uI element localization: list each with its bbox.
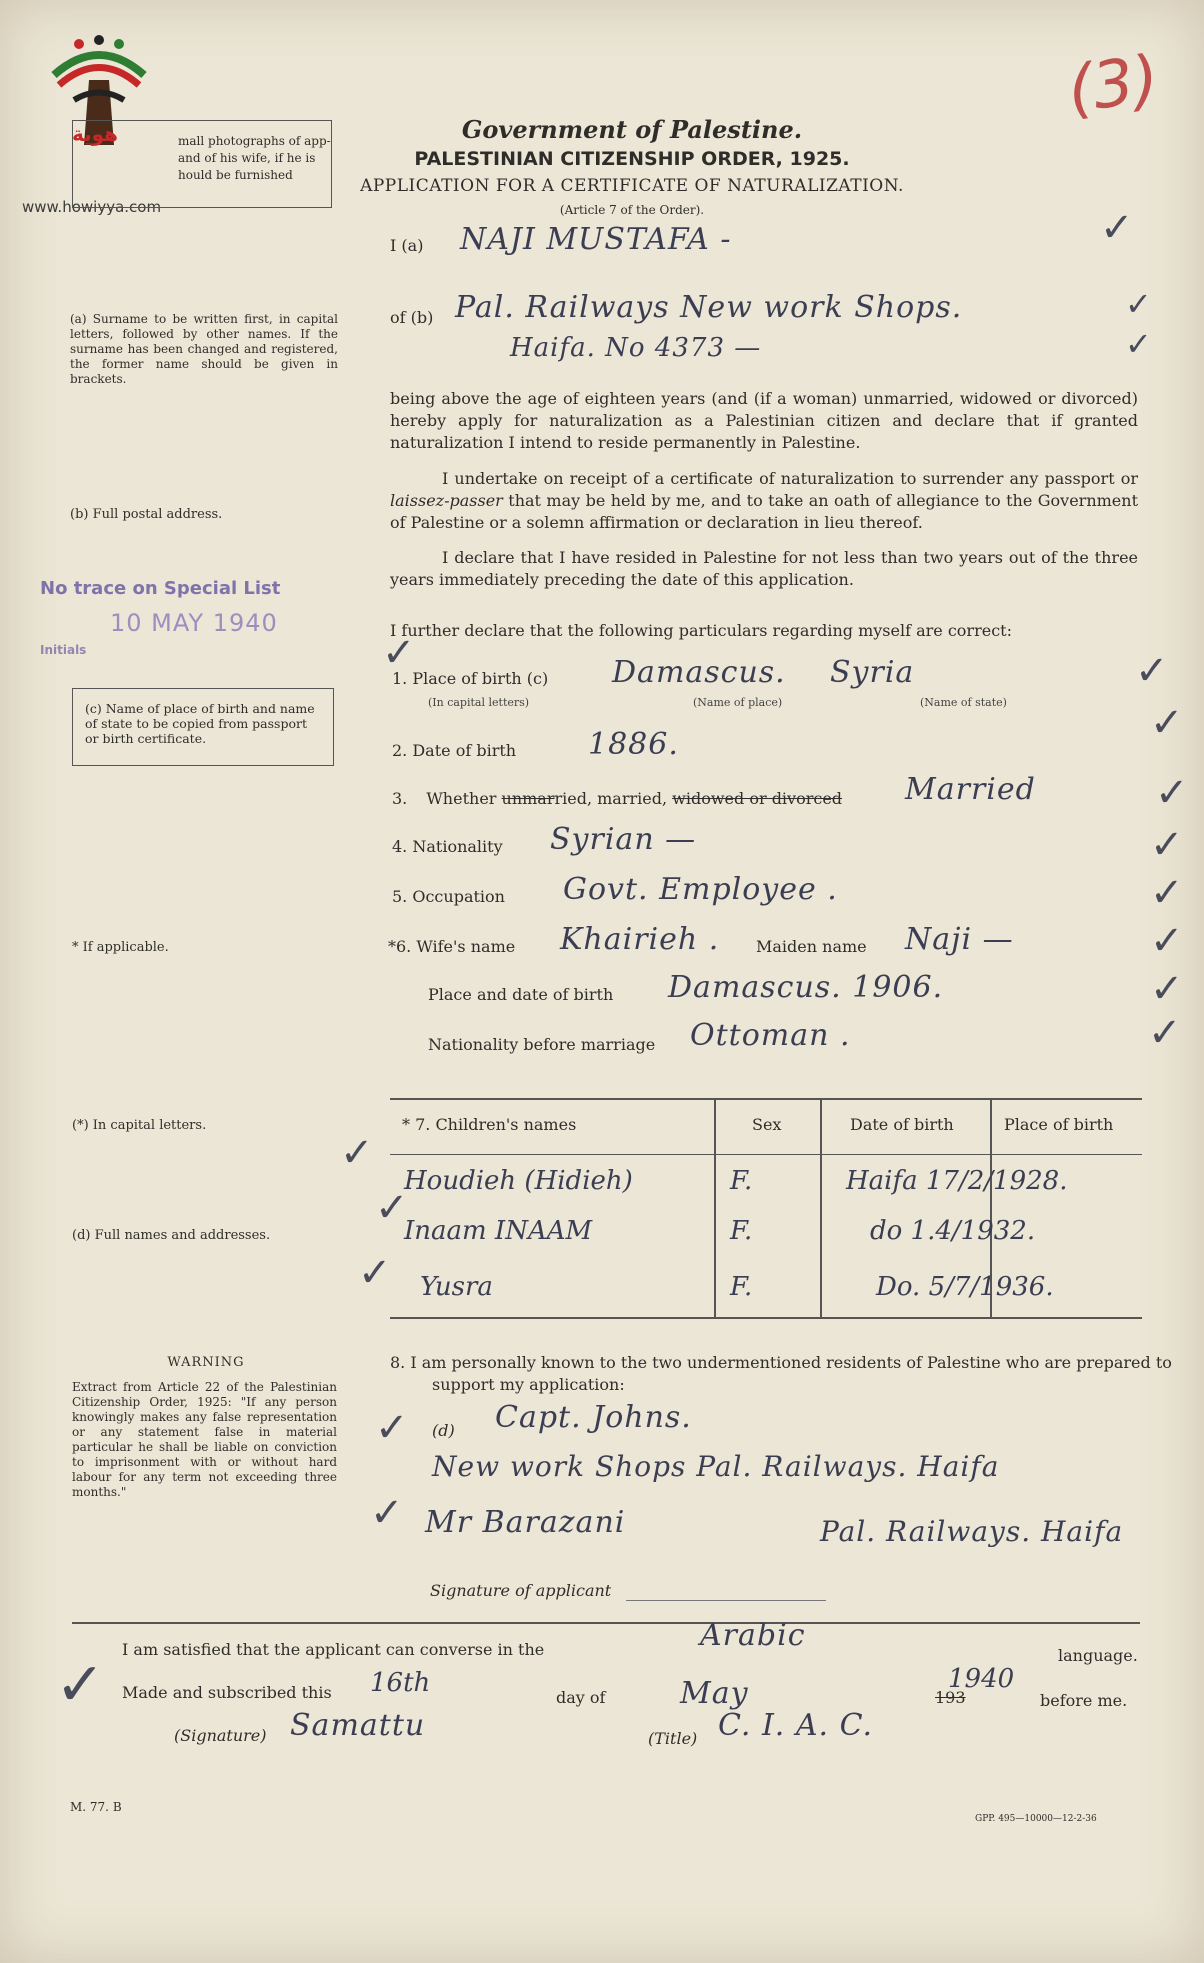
day-of-label: day of — [556, 1688, 606, 1707]
check-mark-icon: ✓ — [1148, 1010, 1182, 1056]
signature-label: Signature of applicant — [430, 1581, 612, 1600]
label-surname: I (a) — [390, 236, 424, 255]
note-surname: (a) Surname to be written first, in capital letters, followed by other names. If the surname has been changed and registered, the former name should be given in brackets. — [70, 312, 338, 386]
child-sex: F. — [730, 1272, 753, 1302]
watermark-url: www.howiyya.com — [22, 198, 162, 216]
paragraph-particulars: I further declare that the following particulars regarding myself are correct: — [390, 621, 1012, 640]
wife-nationality: Ottoman . — [690, 1018, 851, 1053]
wife-name: Khairieh . — [560, 922, 720, 957]
officer-signature-label: (Signature) — [174, 1726, 267, 1745]
child-sex: F. — [730, 1166, 753, 1196]
check-mark-icon: ✓ — [358, 1250, 392, 1296]
section-divider — [72, 1622, 1140, 1624]
paragraph-passport — [390, 468, 1138, 534]
paragraph-residence: I declare that I have resided in Palestine for not less than two years out of the three years immediately preceding the date of this application. — [390, 548, 1138, 589]
officer-signature: Samattu — [290, 1708, 426, 1743]
logo-arabic-text: هوية — [72, 122, 119, 146]
child-dob: do 1.4/1932. — [870, 1216, 1036, 1246]
check-mark-icon: ✓ — [1150, 822, 1184, 868]
satisfied-text: I am satisfied that the applicant can converse in the — [122, 1640, 545, 1659]
caption-capital: (In capital letters) — [428, 696, 530, 709]
check-mark-icon: ✓ — [1125, 285, 1152, 323]
passport-text: that may be held by me, and to take an oath of allegiance to the Government of Palestine or a solemn affirmation or declaration in lieu thereof. — [390, 491, 1138, 532]
stamp-text: No trace on Special List — [40, 578, 281, 599]
nationality: Syrian — — [550, 822, 697, 857]
check-mark-icon: ✓ — [370, 1490, 404, 1536]
check-mark-icon: ✓ — [1125, 325, 1152, 363]
check-mark-icon: ✓ — [375, 1405, 409, 1451]
header-article: (Article 7 of the Order). — [559, 203, 705, 217]
stamp-initials: Initials — [40, 643, 87, 657]
note-capital-letters: (*) In capital letters. — [72, 1118, 207, 1133]
wife-birth: Damascus. 1906. — [668, 970, 944, 1005]
child-name: Inaam INAAM — [404, 1216, 593, 1246]
birth-place: Damascus. — [612, 655, 786, 690]
referee-label: (d) — [432, 1421, 455, 1440]
item1-label: 1. Place of birth (c) — [392, 669, 549, 688]
paragraph-eligibility: being above the age of eighteen years (and (if a woman) unmarried, widowed or divorced) hereby apply for naturalization as a Palestinian citizen and declare that if granted naturalization I intend to reside permanently in Palestine. — [390, 389, 1138, 452]
note-place-of-birth-text: (c) Name of place of birth and name of state to be copied from passport or birth certificate. — [85, 701, 315, 746]
wife-nationality-label: Nationality before marriage — [428, 1035, 656, 1054]
warning-title: WARNING — [167, 1355, 245, 1370]
check-mark-icon: ✓ — [375, 1185, 409, 1231]
caption-place: (Name of place) — [693, 696, 783, 709]
referee1-address: New work Shops Pal. Railways. Haifa — [432, 1450, 1000, 1483]
header-order: PALESTINIAN CITIZENSHIP ORDER, 1925. — [414, 148, 850, 170]
referee1-name: Capt. Johns. — [495, 1400, 692, 1435]
month-value: May — [680, 1676, 749, 1711]
passport-text: I undertake on receipt of a certificate of naturalization to surrender any passport or — [442, 469, 1138, 488]
maiden-name-label: Maiden name — [756, 937, 867, 956]
item5-label: 5. Occupation — [392, 887, 505, 906]
language-label: language. — [1058, 1646, 1138, 1665]
caption-state: (Name of state) — [920, 696, 1007, 709]
birth-state: Syria — [830, 655, 915, 690]
maiden-name: Naji — — [905, 922, 1014, 957]
applicant-signature-line — [626, 1600, 826, 1601]
check-mark-icon: ✓ — [1100, 205, 1134, 251]
title-label: (Title) — [648, 1729, 698, 1748]
warning-text: Extract from Article 22 of the Palestinian Citizenship Order, 1925: "If any person knowingly makes any false representation or any statement false in material particular he shall be liable on conviction to imprisonment with or without hard labour for any term not exceeding three months." — [72, 1380, 337, 1499]
item3-label — [392, 788, 842, 810]
referees-text: 8. I am personally known to the two undermentioned residents of Palestine who are prepared to support my application: — [390, 1353, 1172, 1394]
item3-text: Whether — [426, 789, 502, 808]
check-mark-icon: ✓ — [340, 1130, 374, 1176]
note-if-applicable: * If applicable. — [72, 940, 169, 955]
table-header-dob: Date of birth — [850, 1115, 954, 1134]
item3-struck: unmar — [501, 789, 555, 808]
wife-birth-label: Place and date of birth — [428, 985, 614, 1004]
item2-label: 2. Date of birth — [392, 741, 517, 760]
table-row — [390, 1262, 1142, 1316]
photo-note-line: hould be furnished — [178, 168, 293, 182]
check-mark-icon: ✓ — [1150, 918, 1184, 964]
child-sex: F. — [730, 1216, 753, 1246]
date-of-birth: 1886. — [588, 727, 679, 762]
item3-struck: widowed or divorced — [672, 789, 843, 808]
child-name: Yusra — [420, 1272, 493, 1302]
table-row — [390, 1208, 1142, 1262]
item3-number: 3. — [392, 789, 408, 808]
day-value: 16th — [370, 1668, 431, 1698]
print-reference: GPP. 495—10000—12-2-36 — [975, 1814, 1097, 1824]
referee2-name: Mr Barazani — [425, 1505, 626, 1540]
note-postal: (b) Full postal address. — [70, 507, 223, 522]
item6-label: *6. Wife's name — [388, 937, 516, 956]
check-mark-icon: ✓ — [1155, 770, 1189, 816]
applicant-address-line1: Pal. Railways New work Shops. — [455, 290, 963, 325]
stamp-date: 10 MAY 1940 — [110, 609, 278, 637]
children-table — [390, 1098, 1142, 1318]
table-top-rule — [390, 1098, 1142, 1100]
check-mark-icon: ✓ — [1150, 700, 1184, 746]
child-dob: Haifa 17/2/1928. — [846, 1166, 1068, 1196]
note-full-names: (d) Full names and addresses. — [72, 1228, 271, 1243]
check-mark-icon: ✓ — [55, 1650, 106, 1720]
table-header-names: * 7. Children's names — [402, 1115, 577, 1134]
before-me-label: before me. — [1040, 1691, 1128, 1710]
check-mark-icon: ✓ — [1150, 966, 1184, 1012]
child-name: Houdieh (Hidieh) — [404, 1166, 633, 1196]
corner-page-mark: (3) — [1063, 42, 1164, 128]
made-subscribed-label: Made and subscribed this — [122, 1683, 332, 1702]
marital-status: Married — [905, 772, 1036, 807]
note-place-of-birth — [72, 688, 334, 766]
table-row — [390, 1154, 1142, 1208]
special-list-stamp — [40, 578, 350, 688]
form-number: M. 77. B — [70, 1800, 122, 1814]
check-mark-icon: ✓ — [1150, 870, 1184, 916]
table-header-sex: Sex — [752, 1115, 782, 1134]
referee2-address: Pal. Railways. Haifa — [820, 1515, 1124, 1548]
photo-note-line: mall photographs of app- — [178, 134, 331, 148]
item4-label: 4. Nationality — [392, 837, 503, 856]
applicant-address-line2: Haifa. No 4373 — — [510, 333, 762, 363]
item3-text: ried, married, — [554, 789, 673, 808]
language-value: Arabic — [700, 1618, 806, 1653]
header-govt: Government of Palestine. — [461, 115, 803, 144]
title-value: C. I. A. C. — [718, 1708, 874, 1743]
table-bottom-rule — [390, 1317, 1142, 1319]
passport-text-italic: laissez-passer — [390, 491, 503, 510]
year-value: 1940 — [948, 1664, 1015, 1694]
check-mark-icon: ✓ — [382, 630, 416, 676]
occupation: Govt. Employee . — [563, 872, 838, 907]
header-application: APPLICATION FOR A CERTIFICATE OF NATURALIZATION. — [360, 176, 904, 196]
table-header-pob: Place of birth — [1004, 1115, 1114, 1134]
child-dob: Do. 5/7/1936. — [876, 1272, 1054, 1302]
photo-note-line: and of his wife, if he is — [178, 151, 316, 165]
printed-year: 193 — [935, 1688, 966, 1707]
label-address: of (b) — [390, 308, 434, 327]
applicant-name: NAJI MUSTAFA - — [460, 222, 732, 257]
check-mark-icon: ✓ — [1135, 648, 1169, 694]
